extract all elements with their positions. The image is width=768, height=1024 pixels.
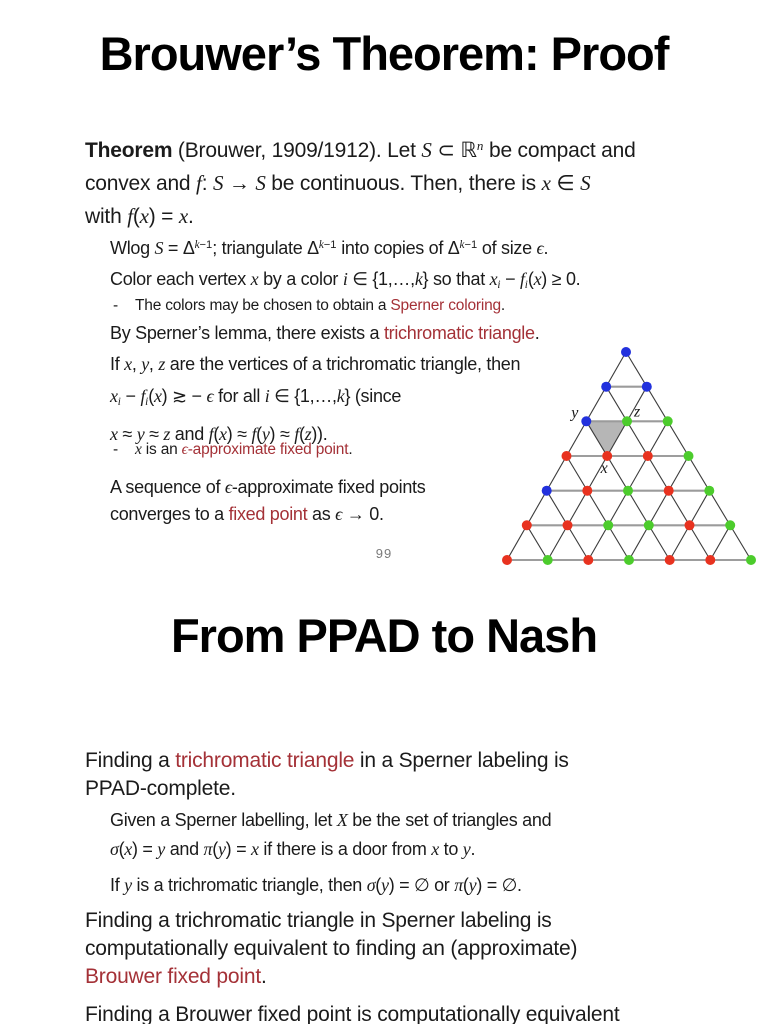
text-segment: Given a Sperner labelling, let: [110, 810, 337, 830]
text-segment: .: [188, 205, 194, 229]
vertex-label-x: x: [600, 460, 608, 477]
text-segment: for all: [213, 386, 265, 406]
text-segment: → 0.: [342, 504, 384, 524]
highlight-text: ϵ: [181, 441, 188, 458]
slide2-title: From PPAD to Nash: [170, 609, 598, 662]
text-segment: (Brouwer, 1909/1912). Let: [172, 139, 422, 163]
subbullet-text: [135, 439, 352, 461]
text-segment: x: [541, 171, 551, 196]
text-segment: x: [489, 269, 498, 289]
vertex-dot-blue: [642, 382, 652, 392]
text-segment: z: [304, 423, 312, 444]
text-segment: k: [459, 239, 465, 251]
text-segment: y: [381, 875, 389, 895]
text-segment: S: [154, 238, 164, 259]
text-segment: ) = ∅ or: [388, 875, 455, 895]
text-segment: x: [139, 204, 149, 229]
text-segment: ⊂ ℝ: [431, 139, 477, 163]
vertex-dot-red: [665, 555, 675, 565]
text-segment: π: [454, 875, 463, 895]
lattice-line: [527, 525, 548, 560]
bullet-if-xyz: [110, 348, 520, 450]
vertex-dot-red: [685, 520, 695, 530]
text-segment: k: [318, 239, 324, 251]
text-segment: Wlog: [110, 238, 155, 259]
text-segment: (: [148, 386, 154, 406]
vertex-dot-green: [746, 555, 756, 565]
text-segment: i: [497, 278, 501, 291]
text-segment: by a color: [258, 269, 343, 289]
lattice-line: [606, 387, 710, 560]
subbullet-text: [135, 295, 505, 317]
text-segment: ∈: [550, 172, 581, 196]
text-segment: If: [110, 875, 125, 895]
text-segment: :: [201, 172, 213, 196]
vertex-dot-red: [664, 486, 674, 496]
text-segment: x: [124, 354, 132, 374]
text-segment: x: [110, 386, 118, 406]
text-segment: x: [124, 839, 132, 859]
vertex-label-y: y: [571, 404, 579, 422]
text-segment: into copies of Δ: [336, 238, 460, 259]
text-segment: (: [375, 875, 381, 895]
vertex-dot-blue: [621, 347, 631, 357]
sperner-triangle-svg: [488, 344, 764, 570]
bullet-sperner-lemma: [110, 317, 539, 349]
text-segment: .: [260, 965, 267, 988]
text-segment: f: [520, 269, 525, 289]
vertex-dot-blue: [581, 416, 591, 426]
vertex-dot-green: [622, 416, 632, 426]
text-segment: Finding a trichromatic triangle in Sperner labeling is: [85, 909, 552, 932]
statement-ppad-complete: [85, 747, 569, 803]
sperner-triangle-figure: [488, 344, 764, 570]
statement-equivalent-brouwer-fixed-point: [85, 907, 577, 991]
text-segment: ) =: [148, 205, 179, 229]
text-segment: of size: [477, 238, 537, 259]
highlight-text: trichromatic triangle: [175, 749, 355, 772]
text-segment: (: [132, 205, 140, 229]
vertex-label-z: z: [634, 403, 641, 421]
text-segment: S: [421, 138, 432, 163]
text-segment: ∈ {1,…,: [269, 386, 337, 406]
text-segment: x: [110, 423, 118, 444]
text-segment: f: [251, 423, 257, 444]
text-segment: ∈ {1,…,: [347, 269, 415, 289]
highlight-text: trichromatic triangle: [383, 323, 535, 343]
text-segment: ) =: [131, 839, 158, 859]
text-segment: x: [250, 839, 259, 859]
text-segment: .: [348, 441, 353, 458]
text-segment: = Δ: [163, 238, 195, 259]
text-segment: The colors may be chosen to obtain a: [135, 297, 391, 314]
vertex-dot-red: [562, 451, 572, 461]
vertex-dot-green: [663, 416, 673, 426]
text-segment: f: [208, 423, 214, 444]
text-segment: (: [213, 423, 220, 444]
vertex-dot-green: [684, 451, 694, 461]
text-segment: σ: [366, 875, 376, 895]
text-segment: −1: [323, 239, 337, 251]
text-segment: converges to a: [110, 504, 229, 524]
text-segment: .: [534, 323, 540, 343]
text-segment: ,: [148, 354, 159, 374]
text-segment: y: [141, 354, 149, 374]
text-segment: ) ≈: [226, 423, 252, 444]
text-segment: is a trichromatic triangle, then: [131, 875, 367, 895]
vertex-dot-blue: [601, 382, 611, 392]
text-segment: f: [140, 386, 146, 406]
text-segment: By Sperner’s lemma, there exists a: [110, 323, 384, 343]
text-segment: ,: [131, 354, 142, 374]
text-segment: ≈: [144, 423, 164, 444]
text-segment: Theorem: [85, 139, 173, 163]
lattice-line: [548, 387, 647, 560]
text-segment: computationally equivalent to finding an (approximate): [85, 937, 578, 960]
text-segment: y: [124, 875, 132, 895]
highlight-text: -approximate fixed point: [187, 441, 349, 458]
text-segment: −1: [199, 239, 213, 251]
dash-bullet-marker: -: [113, 297, 118, 314]
text-segment: PPAD-complete.: [85, 777, 236, 800]
text-segment: i: [264, 386, 270, 406]
vertex-dot-green: [725, 520, 735, 530]
text-segment: (: [527, 269, 534, 289]
vertex-dot-red: [643, 451, 653, 461]
text-segment: with: [85, 205, 128, 229]
text-segment: i: [342, 269, 348, 289]
text-segment: be continuous. Then, there is: [265, 172, 542, 196]
text-segment: ) ≳ −: [161, 386, 207, 406]
text-segment: Finding a: [85, 749, 176, 772]
text-segment: )).: [311, 423, 328, 444]
text-segment: x: [250, 269, 259, 289]
text-segment: x: [135, 441, 142, 458]
text-segment: z: [158, 354, 166, 374]
bullet-wlog-triangulate: [110, 229, 548, 264]
vertex-dot-green: [603, 520, 613, 530]
text-segment: if there is a door from: [258, 839, 432, 859]
text-segment: Color each vertex: [110, 269, 251, 289]
vertex-dot-green: [543, 555, 553, 565]
text-segment: to: [438, 839, 463, 859]
text-segment: i: [117, 395, 121, 408]
text-segment: ) =: [225, 839, 251, 859]
bullet-given-sperner-labelling: [110, 806, 551, 864]
text-segment: in a Sperner labeling is: [354, 749, 569, 772]
text-segment: n: [476, 138, 484, 153]
text-segment: −: [120, 386, 141, 406]
text-segment: ϵ: [536, 238, 544, 259]
text-segment: x: [219, 423, 227, 444]
text-segment: .: [543, 238, 549, 259]
text-segment: is an: [141, 441, 182, 458]
text-segment: X: [336, 810, 348, 830]
bullet-if-trichromatic-then-empty: [110, 869, 522, 901]
text-segment: ϵ: [224, 477, 232, 497]
vertex-dot-red: [583, 555, 593, 565]
vertex-dot-green: [644, 520, 654, 530]
text-segment: If: [110, 354, 125, 374]
highlight-text: Brouwer fixed point: [85, 965, 261, 988]
text-segment: (: [118, 839, 125, 859]
text-segment: (: [298, 423, 305, 444]
text-segment: .: [470, 839, 476, 859]
vertex-dot-red: [705, 555, 715, 565]
text-segment: ) = ∅.: [476, 875, 522, 895]
vertex-dot-green: [623, 486, 633, 496]
theorem-statement: [85, 130, 636, 233]
text-segment: ) ≈: [269, 423, 295, 444]
text-segment: y: [462, 839, 471, 859]
text-segment: S: [255, 171, 266, 196]
text-segment: y: [136, 423, 145, 444]
text-segment: be the set of triangles and: [347, 810, 552, 830]
text-segment: Finding a Brouwer fixed point is computationally equivalent: [85, 1003, 620, 1024]
vertex-dot-blue: [542, 486, 552, 496]
text-segment: x: [533, 269, 542, 289]
text-segment: −: [500, 269, 521, 289]
text-segment: S: [580, 171, 591, 196]
vertex-dot-red: [502, 555, 512, 565]
text-segment: ) ≥ 0.: [541, 269, 581, 289]
text-segment: ϵ: [335, 504, 343, 524]
text-segment: y: [157, 839, 165, 859]
text-segment: (: [256, 423, 262, 444]
subbullet-sperner-coloring: [113, 295, 505, 317]
text-segment: y: [261, 423, 270, 444]
text-segment: z: [163, 423, 171, 444]
text-segment: f: [294, 423, 299, 444]
vertex-dot-red: [582, 486, 592, 496]
vertex-dot-red: [522, 520, 532, 530]
text-segment: k: [194, 239, 200, 251]
text-segment: σ: [110, 839, 119, 859]
text-segment: x: [153, 386, 162, 406]
slide1-title: Brouwer’s Theorem: Proof: [99, 27, 669, 80]
text-segment: ≈: [117, 423, 137, 444]
text-segment: k: [336, 386, 345, 406]
text-segment: y: [468, 875, 477, 895]
text-segment: .: [500, 297, 506, 314]
slide-from-ppad-to-nash: [0, 588, 768, 1024]
text-segment: and: [170, 423, 209, 444]
text-segment: f: [196, 171, 202, 196]
highlight-text: Sperner coloring: [390, 297, 501, 314]
text-segment: A sequence of: [110, 477, 225, 497]
text-segment: as: [307, 504, 336, 524]
shaded-trichromatic-triangle: [586, 421, 627, 456]
page-number: 99: [375, 546, 393, 561]
bullet-sequence-converges: [110, 474, 425, 528]
text-segment: and: [165, 839, 204, 859]
vertex-dot-green: [704, 486, 714, 496]
text-segment: ϵ: [206, 386, 214, 406]
text-segment: x: [431, 839, 439, 859]
text-segment: are the vertices of a trichromatic triangle, then: [165, 354, 521, 374]
lattice-line: [710, 525, 730, 560]
text-segment: S: [212, 171, 224, 196]
text-segment: } so that: [422, 269, 490, 289]
text-segment: ; triangulate Δ: [212, 238, 319, 259]
text-segment: y: [217, 839, 226, 859]
highlight-text: fixed point: [228, 504, 308, 524]
dash-bullet-marker: -: [113, 441, 118, 458]
subbullet-eps-approx-fixed-point: [113, 439, 352, 461]
text-segment: (: [462, 875, 469, 895]
text-segment: -approximate fixed points: [231, 477, 426, 497]
vertex-dot-green: [624, 555, 634, 565]
text-segment: π: [203, 839, 213, 859]
text-segment: →: [223, 172, 256, 196]
text-segment: −1: [464, 239, 478, 251]
text-segment: be compact and: [483, 139, 636, 163]
text-segment: i: [524, 278, 528, 291]
text-segment: convex and: [85, 172, 197, 196]
text-segment: i: [145, 395, 149, 408]
text-segment: x: [178, 204, 189, 229]
vertex-dot-red: [563, 520, 573, 530]
statement-brouwer-equivalent-cutoff: [85, 1001, 620, 1024]
text-segment: k: [414, 269, 423, 289]
text-segment: (: [212, 839, 218, 859]
text-segment: } (since: [344, 386, 402, 406]
text-segment: f: [127, 204, 133, 229]
